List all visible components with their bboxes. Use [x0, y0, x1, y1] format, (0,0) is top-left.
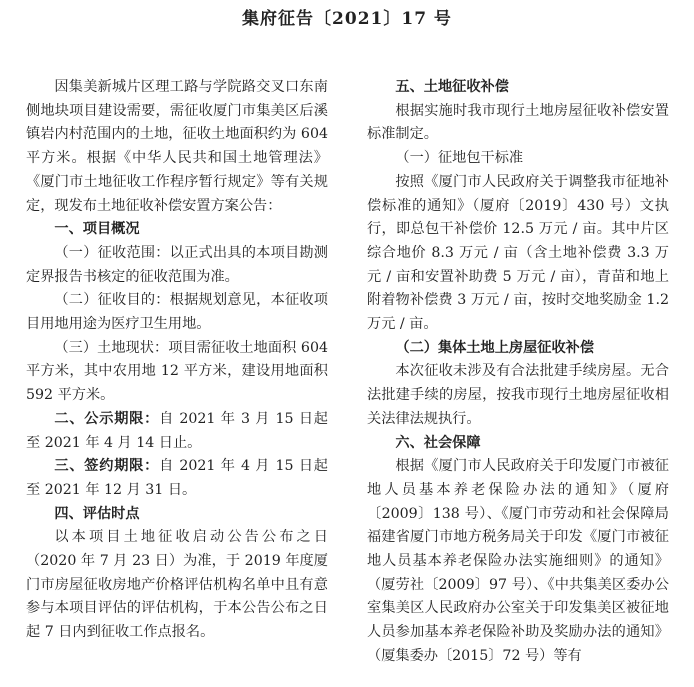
paragraph-publicity-period [26, 408, 328, 455]
publicity-period-text: 自 2021 年 3 月 15 日起至 2021 年 4 月 14 日止。 [26, 410, 328, 451]
intro-paragraph: 因集美新城片区理工路与学院路交叉口东南侧地块项目建设需要，需征收厦门市集美区后溪镇岩内村范围内的土地，征收土地面积约为 604 平方米。根据《中华人民共和国土地管理法》《厦门市土地征收工作程序暂行规定》等有关规定，现发布土地征收补偿安置方案公告： [26, 79, 328, 214]
paragraph-signing-period [26, 455, 328, 502]
section-heading-valuation-time: 四、评估时点 [54, 505, 140, 522]
signing-period-label: 三、签约期限： [54, 458, 160, 475]
subheading-package-standard: （一）征地包干标准 [395, 150, 524, 167]
publicity-period-label: 二、公示期限： [54, 410, 160, 427]
document-title: 集府征告〔2021〕17 号 [242, 9, 452, 29]
paragraph-compensation-basis: 根据实施时我市现行土地房屋征收补偿安置标准制定。 [367, 102, 669, 143]
right-column [367, 76, 669, 669]
section-heading-project-overview: 一、项目概况 [54, 221, 140, 238]
left-column [26, 76, 328, 645]
paragraph-land-status: （三）土地现状：项目需征收土地面积 604 平方米，其中农用地 12 平方米，建设用地面积 592 平方米。 [26, 339, 328, 404]
paragraph-package-standard: 按照《厦门市人民政府关于调整我市征地补偿标准的通知》（厦府〔2019〕430 号）文执行，即总包干补偿价 12.5 万元 / 亩。其中片区综合地价 8.3 万元 / 亩（含土地补偿费 3.3 万元 / 亩和安置补助费 5 万元 / 亩），青苗和地上附着物补偿费 3 万元 / 亩，按时交地奖励金 1.2 万元 / 亩。 [367, 173, 669, 333]
paragraph-valuation-time: 以本项目土地征收启动公告公布之日（2020 年 7 月 23 日）为准，于 2019 年度厦门市房屋征收房地产价格评估机构名单中且有意参与本项目评估的评估机构，于本公告公布之日起 7 日内到征收工作点报名。 [26, 529, 328, 641]
paragraph-expropriation-scope: （一）征收范围：以正式出具的本项目勘测定界报告书核定的征收范围为准。 [26, 244, 328, 285]
paragraph-social-security: 根据《厦门市人民政府关于印发厦门市被征地人员基本养老保险办法的通知》（厦府〔2009〕138 号）、《厦门市劳动和社会保障局福建省厦门市地方税务局关于印发《厦门市被征地人员基本养老保险办法实施细则》的通知》（厦劳社〔2009〕97 号）、《中共集美区委办公室集美区人民政府办公室关于印发集美区被征地人员参加基本养老保险补助及奖励办法的通知》（厦集委办〔2015〕72 号）等有 [367, 458, 669, 664]
paragraph-house-compensation: 本次征收未涉及有合法批建手续房屋。无合法批建手续的房屋，按我市现行土地房屋征收相关法律法规执行。 [367, 363, 669, 427]
paragraph-expropriation-purpose: （二）征收目的：根据规划意见，本征收项目用地用途为医疗卫生用地。 [26, 292, 328, 333]
section-heading-social-security: 六、社会保障 [395, 434, 481, 451]
section-heading-land-compensation: 五、土地征收补偿 [395, 79, 509, 95]
signing-period-text: 自 2021 年 4 月 15 日起至 2021 年 12 月 31 日。 [26, 458, 328, 498]
subheading-house-compensation: （二）集体土地上房屋征收补偿 [395, 339, 595, 356]
